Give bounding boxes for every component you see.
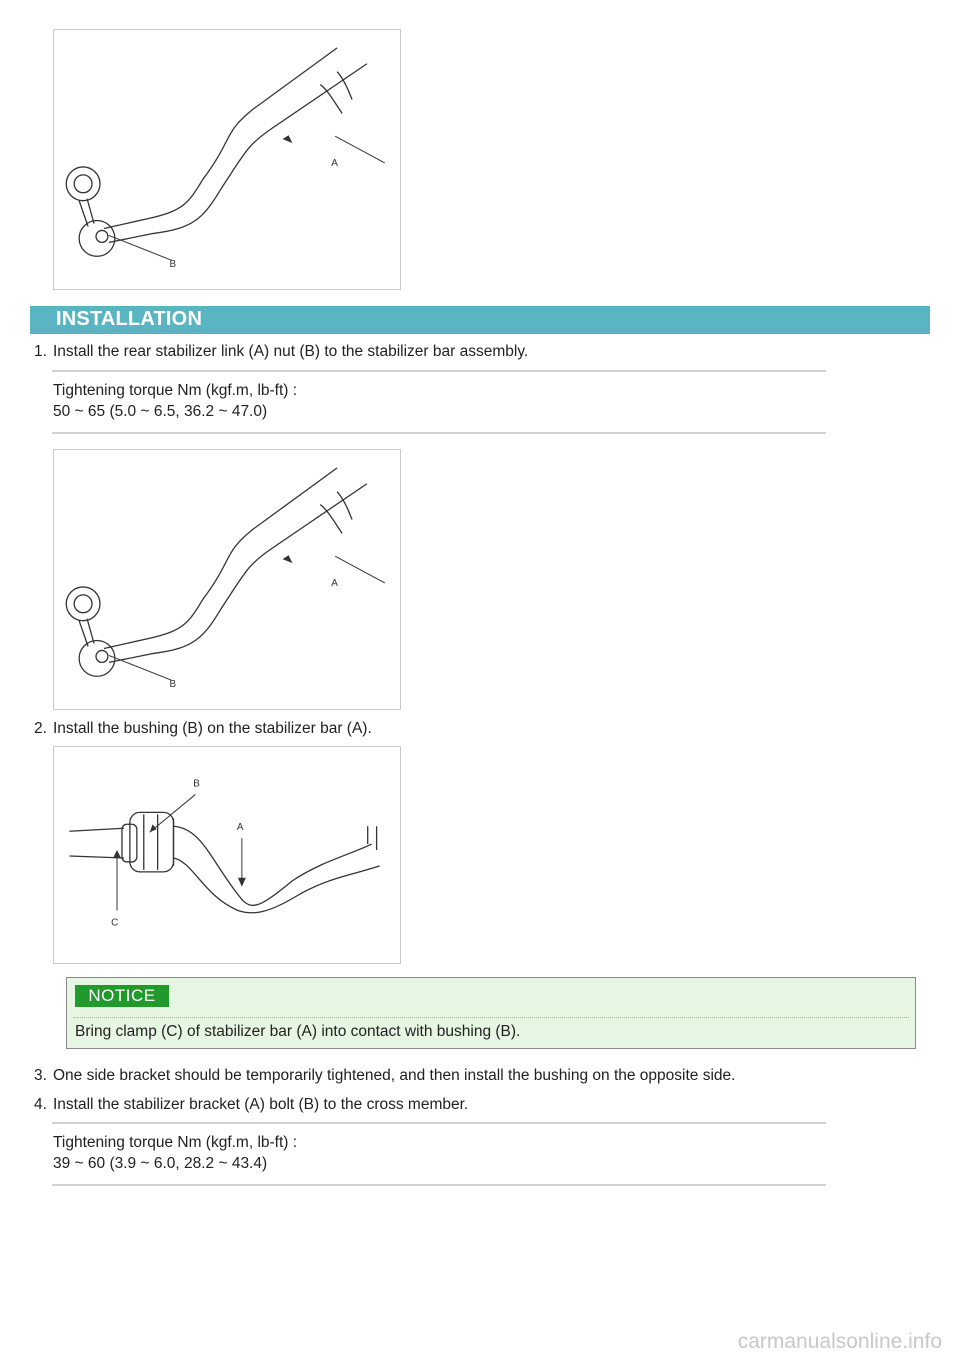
step-text: Install the bushing (B) on the stabilizer bar (A). — [53, 720, 372, 737]
callout-label-b: B — [169, 259, 177, 271]
notice-badge: NOTICE — [75, 985, 169, 1007]
torque-spec-value: 50 ~ 65 (5.0 ~ 6.5, 36.2 ~ 47.0) — [53, 403, 268, 420]
torque-spec-value: 39 ~ 60 (3.9 ~ 6.0, 28.2 ~ 43.4) — [53, 1155, 268, 1172]
step-number: 2. — [34, 720, 47, 737]
callout-label-c: C — [111, 917, 119, 929]
torque-spec-box — [52, 370, 826, 434]
torque-spec-label: Tightening torque Nm (kgf.m, lb-ft) : — [53, 382, 298, 399]
step-2 — [34, 720, 372, 738]
bushing-illustration — [54, 747, 400, 963]
figure-stabilizer-link-1 — [53, 29, 401, 290]
figure-stabilizer-link-2 — [53, 449, 401, 710]
callout-label-b: B — [193, 778, 200, 790]
step-number: 3. — [34, 1067, 47, 1084]
figure-bushing — [53, 746, 401, 964]
section-title: INSTALLATION — [56, 308, 203, 330]
callout-label-a: A — [331, 577, 338, 589]
torque-spec-box — [52, 1122, 826, 1186]
notice-divider — [73, 1017, 909, 1018]
step-number: 4. — [34, 1096, 47, 1113]
step-number: 1. — [34, 343, 47, 360]
torque-spec-label: Tightening torque Nm (kgf.m, lb-ft) : — [53, 1134, 298, 1151]
step-4 — [34, 1096, 468, 1114]
step-3 — [34, 1067, 735, 1085]
section-header-installation — [30, 306, 930, 334]
step-text: One side bracket should be temporarily tightened, and then install the bushing on the opposite side. — [53, 1067, 736, 1084]
callout-label-a: A — [236, 822, 244, 834]
notice-text: Bring clamp (C) of stabilizer bar (A) into contact with bushing (B). — [75, 1023, 521, 1040]
callout-label-a: A — [331, 157, 338, 169]
stabilizer-link-illustration — [54, 30, 400, 289]
step-1 — [34, 343, 528, 361]
callout-label-b: B — [169, 679, 177, 691]
step-text: Install the rear stabilizer link (A) nut (B) to the stabilizer bar assembly. — [53, 343, 529, 360]
step-text: Install the stabilizer bracket (A) bolt (B) to the cross member. — [53, 1096, 469, 1113]
notice-box — [66, 977, 916, 1049]
watermark: carmanualsonline.info — [737, 1330, 942, 1353]
stabilizer-link-illustration — [54, 450, 400, 709]
